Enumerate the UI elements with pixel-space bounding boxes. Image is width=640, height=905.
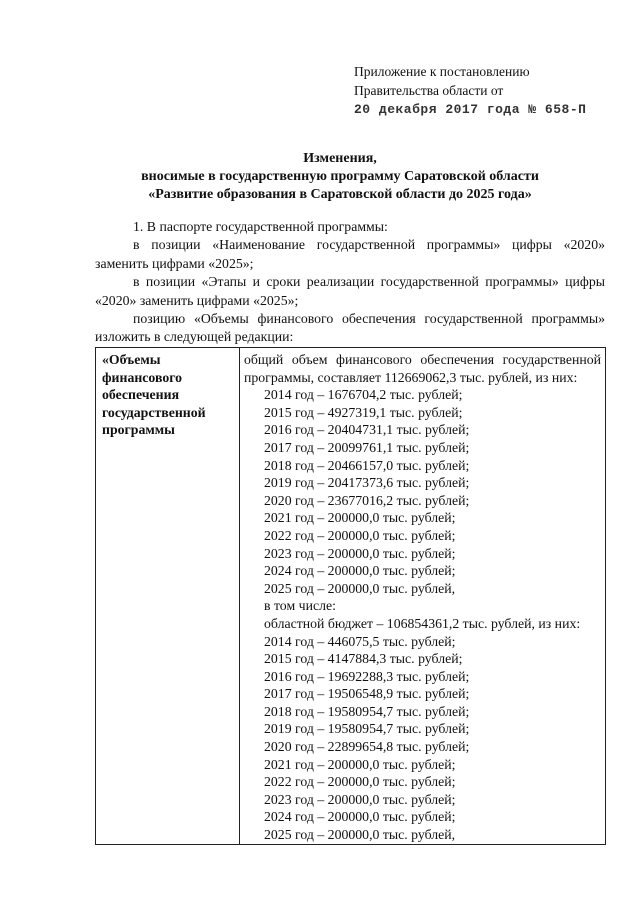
year-regional-item: 2015 год – 4147884,3 тыс. рублей; (264, 651, 463, 667)
appendix-date-stamp: 20 декабря 2017 года № 658-П (354, 102, 587, 117)
year-total-item: 2018 год – 20466157,0 тыс. рублей; (264, 457, 470, 473)
table-row (96, 348, 606, 845)
year-regional-item: 2018 год – 19580954,7 тыс. рублей; (264, 703, 470, 719)
year-total-item: 2020 год – 23677016,2 тыс. рублей; (264, 492, 470, 508)
year-total-item: 2025 год – 200000,0 тыс. рублей, (264, 580, 456, 596)
paragraph-4: позицию «Объемы финансового обеспечения государственной программы» изложить в следующей редакции: (95, 311, 605, 345)
year-total-item: 2016 год – 20404731,1 тыс. рублей; (264, 422, 470, 438)
paragraph-2: в позиции «Наименование государственной программы» цифры «2020» заменить цифрами «2025»; (95, 237, 605, 271)
including-label: в том числе: (264, 598, 336, 614)
financing-total: общий объем финансового обеспечения государственной программы, составляет 112669062,3 тыс. рублей, из них: (244, 352, 601, 385)
appendix-line-1: Приложение к постановлению (354, 64, 530, 79)
year-total-item: 2014 год – 1676704,2 тыс. рублей; (264, 387, 463, 403)
year-regional-item: 2024 год – 200000,0 тыс. рублей; (264, 809, 456, 825)
year-total-item: 2023 год – 200000,0 тыс. рублей; (264, 545, 456, 561)
year-total-item: 2019 год – 20417373,6 тыс. рублей; (264, 475, 470, 491)
heading-line-3: «Развитие образования в Саратовской области до 2025 года» (148, 187, 532, 202)
year-total-item: 2015 год – 4927319,1 тыс. рублей; (264, 404, 463, 420)
years-total-list (244, 386, 601, 597)
year-regional-item: 2016 год – 19692288,3 тыс. рублей; (264, 668, 470, 684)
year-total-item: 2024 год – 200000,0 тыс. рублей; (264, 563, 456, 579)
financing-values-cell (240, 348, 606, 845)
document-heading (60, 150, 620, 204)
year-total-item: 2022 год – 200000,0 тыс. рублей; (264, 527, 456, 543)
year-total-item: 2017 год – 20099761,1 тыс. рублей; (264, 439, 470, 455)
year-regional-item: 2022 год – 200000,0 тыс. рублей; (264, 774, 456, 790)
heading-line-2: вносимые в государственную программу Саратовской области (141, 169, 539, 184)
document-body (95, 218, 605, 347)
heading-line-1: Изменения, (303, 151, 377, 166)
year-regional-item: 2025 год – 200000,0 тыс. рублей, (264, 827, 456, 843)
regional-budget-line: областной бюджет – 106854361,2 тыс. рублей, из них: (264, 615, 581, 631)
appendix-header (354, 62, 586, 119)
year-regional-item: 2019 год – 19580954,7 тыс. рублей; (264, 721, 470, 737)
year-total-item: 2021 год – 200000,0 тыс. рублей; (264, 510, 456, 526)
year-regional-item: 2023 год – 200000,0 тыс. рублей; (264, 791, 456, 807)
paragraph-3: в позиции «Этапы и сроки реализации государственной программы» цифры «2020» заменить цифрами «2025»; (95, 274, 605, 308)
financing-label-cell: «Объемы финансового обеспечения государственной программы (96, 348, 240, 845)
paragraph-1: 1. В паспорте государственной программы: (133, 219, 388, 234)
year-regional-item: 2017 год – 19506548,9 тыс. рублей; (264, 686, 470, 702)
appendix-line-2: Правительства области от (354, 83, 504, 98)
year-regional-item: 2014 год – 446075,5 тыс. рублей; (264, 633, 456, 649)
financing-table (95, 347, 606, 845)
years-regional-list (244, 633, 601, 844)
year-regional-item: 2020 год – 22899654,8 тыс. рублей; (264, 739, 470, 755)
year-regional-item: 2021 год – 200000,0 тыс. рублей; (264, 756, 456, 772)
